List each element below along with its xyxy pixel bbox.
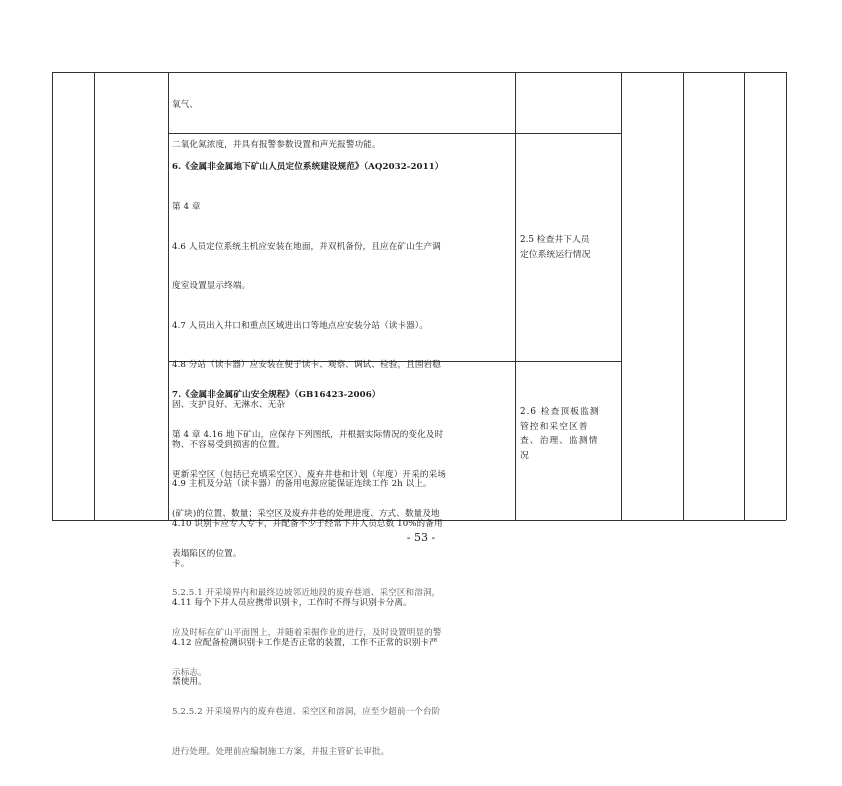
requirement-line: 氧气、 [172, 100, 199, 111]
requirement-line: 固、支护良好、无淋水、无杂 [172, 400, 286, 411]
requirement-line: 进行处理。处理前应编制施工方案，并报主管矿长审批。 [172, 746, 390, 757]
requirement-line: 第 4 章 4.16 地下矿山，应保存下列图纸，并根据实际情况的变化及时 [172, 430, 444, 441]
requirement-line: 4.11 每个下井人员应携带识别卡，工作时不得与识别卡分离。 [172, 598, 412, 609]
requirement-line: 4.10 识别卡应专人专卡，并配备不少于经常下井人员总数 10%的备用 [172, 518, 443, 529]
requirement-line: 二氧化氮浓度，并具有报警参数设置和声光报警功能。 [172, 140, 381, 151]
check-item-cell: 2.5 检查井下人员 定位系统运行情况 [520, 235, 591, 260]
table-border-left [52, 72, 53, 520]
requirement-line: 卡。 [172, 558, 190, 569]
column-divider [168, 72, 169, 520]
requirement-line: 5.2.5.2 开采境界内的废弃巷道、采空区和溶洞，应至少超前一个台阶 [172, 707, 441, 718]
requirement-line: 禁使用。 [172, 677, 207, 688]
requirement-cell [172, 363, 512, 786]
table-border-right [786, 72, 787, 520]
requirement-line: 表塌陷区的位置。 [172, 548, 242, 559]
column-divider [515, 72, 516, 520]
column-divider [621, 72, 622, 520]
column-divider [94, 72, 95, 520]
requirement-line: 4.12 应配备检测识别卡工作是否正常的装置，工作不正常的识别卡严 [172, 637, 438, 648]
requirement-line: 4.9 主机及分站（读卡器）的备用电源应能保证连续工作 2h 以上。 [172, 479, 432, 490]
check-item-cell: 2.6 检查顶板监测 管控和采空区普 查、治理、监测情 况 [520, 407, 600, 461]
requirement-line: 应及时标在矿山平面图上，并随着采掘作业的进行，及时设置明显的警 [172, 628, 442, 639]
requirement-line: 更新采空区（包括已充填采空区）、废弃井巷和计划（年度）开采的采场 [172, 469, 446, 480]
requirement-line: 度室设置显示终端。 [172, 281, 251, 292]
page-number: - 53 - [406, 531, 436, 544]
requirement-line: 5.2.5.1 开采境界内和最终边坡邻近地段的废弃巷道、采空区和溶洞， [172, 588, 441, 599]
requirement-line: 物、不容易受到损害的位置。 [172, 439, 286, 450]
requirement-line: 4.7 人员出入井口和重点区域进出口等地点应安装分站（读卡器）。 [172, 320, 428, 331]
row-divider [515, 361, 621, 362]
requirement-line: 4.6 人员定位系统主机应安装在地面，并双机备份，且应在矿山生产调 [172, 241, 441, 252]
row-divider [515, 133, 621, 134]
standard-title: 6.《金属非金属地下矿山人员定位系统建设规范》（AQ2032-2011） [172, 162, 444, 173]
column-divider [683, 72, 684, 520]
column-divider [744, 72, 745, 520]
standard-title: 7.《金属非金属矿山安全规程》（GB16423-2006） [172, 390, 381, 401]
requirement-line: 第 4 章 [172, 202, 201, 213]
requirement-line: 4.8 分站（读卡器）应安装在便于读卡、观察、调试、检验，且围岩稳 [172, 360, 441, 371]
requirement-line: 示标志。 [172, 667, 207, 678]
requirement-line: (矿块)的位置、数量；采空区及废弃井巷的处理进度、方式、数量及地 [172, 509, 440, 520]
